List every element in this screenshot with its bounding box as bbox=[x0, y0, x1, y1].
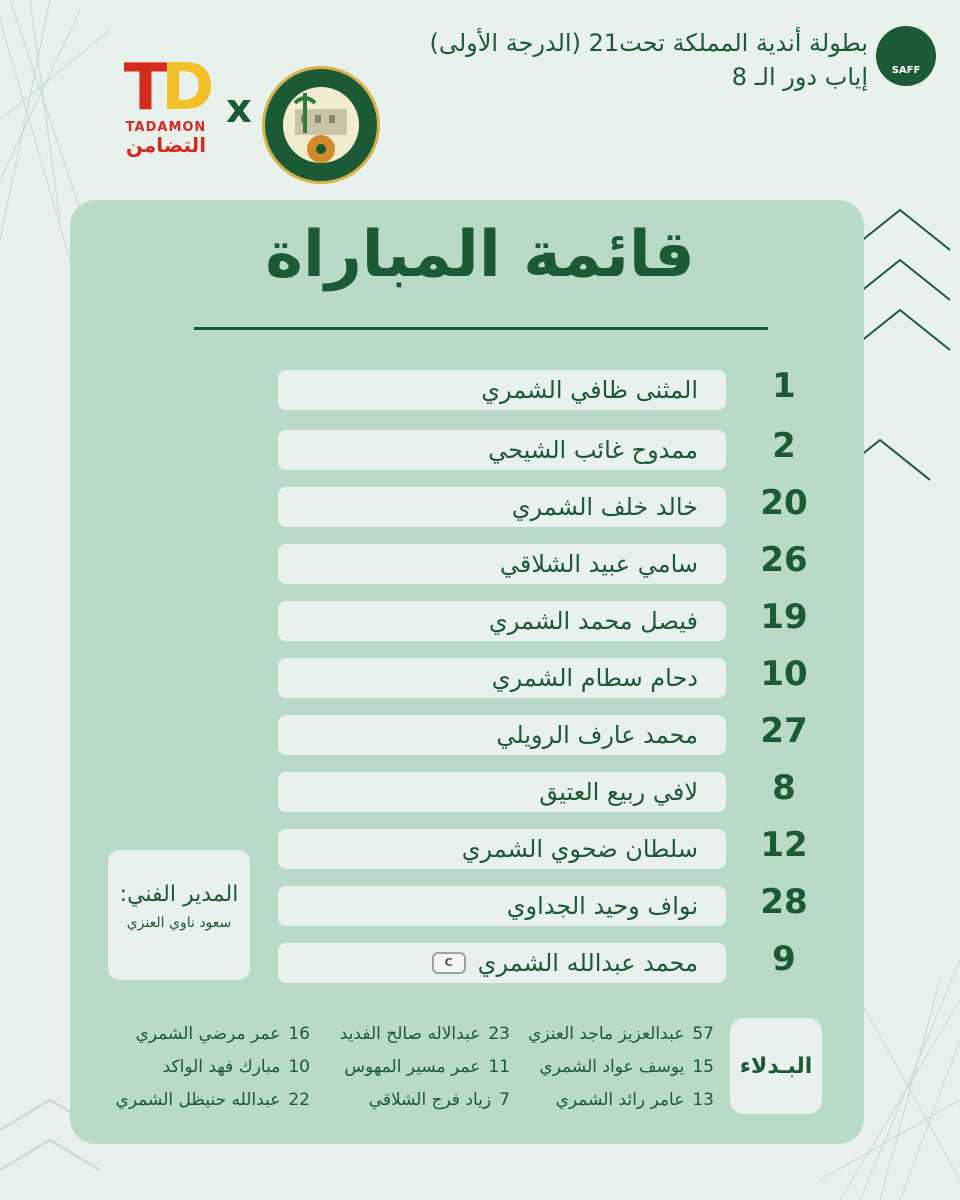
player-number: 19 bbox=[760, 597, 808, 637]
player-name: نواف وحيد الجداوي bbox=[506, 892, 698, 920]
substitute-number: 11 bbox=[488, 1057, 510, 1077]
tadamon-logo bbox=[116, 51, 216, 174]
player-name: لافي ربيع العتيق bbox=[539, 778, 698, 806]
substitute-number: 16 bbox=[288, 1024, 310, 1044]
alrawdah-club-logo bbox=[262, 66, 380, 184]
player-name: محمد عبدالله الشمري bbox=[477, 949, 698, 977]
substitute-item bbox=[116, 1090, 310, 1110]
player-name: المثنى ظافي الشمري bbox=[481, 376, 698, 404]
substitute-number: 7 bbox=[499, 1090, 510, 1110]
coach-box bbox=[108, 850, 250, 980]
substitute-name: عمر مرضي الشمري bbox=[135, 1024, 281, 1044]
player-row bbox=[278, 772, 726, 812]
player-row bbox=[278, 658, 726, 698]
substitute-number: 23 bbox=[488, 1024, 510, 1044]
substitute-number: 10 bbox=[288, 1057, 310, 1077]
substitute-name: عبدالاله صالح الفديد bbox=[339, 1024, 481, 1044]
substitute-name: عبدالله حنيظل الشمري bbox=[115, 1090, 281, 1110]
player-row bbox=[278, 943, 726, 983]
versus-mark: x bbox=[226, 86, 252, 132]
header bbox=[429, 26, 868, 94]
player-number: 28 bbox=[760, 882, 808, 922]
substitute-item bbox=[369, 1090, 510, 1110]
substitute-number: 57 bbox=[692, 1024, 714, 1044]
tadamon-arabic-wordmark: التضامن bbox=[125, 133, 207, 157]
substitute-name: عبدالعزيز ماجد العنزي bbox=[528, 1024, 685, 1044]
player-number: 1 bbox=[772, 366, 796, 406]
player-row bbox=[278, 487, 726, 527]
competition-title: بطولة أندية المملكة تحت21 (الدرجة الأولى) bbox=[429, 29, 868, 57]
player-number: 20 bbox=[760, 483, 808, 523]
player-number: 8 bbox=[772, 768, 796, 808]
title-divider bbox=[194, 327, 768, 330]
player-number: 2 bbox=[772, 426, 796, 466]
player-row bbox=[278, 601, 726, 641]
player-number: 10 bbox=[760, 654, 808, 694]
coach-label: المدير الفني: bbox=[119, 882, 239, 907]
saff-logo-text: SAFF bbox=[891, 65, 921, 76]
substitute-name: يوسف عواد الشمري bbox=[539, 1057, 685, 1077]
substitute-item bbox=[528, 1024, 714, 1044]
substitute-item bbox=[539, 1057, 714, 1077]
player-row bbox=[278, 829, 726, 869]
substitute-item bbox=[556, 1090, 714, 1110]
player-name: فيصل محمد الشمري bbox=[488, 607, 698, 635]
substitute-item bbox=[340, 1024, 510, 1044]
lineup-title: قائمة المباراة bbox=[265, 218, 695, 292]
tadamon-wordmark: TADAMON bbox=[125, 120, 207, 135]
td-monogram: TD bbox=[123, 51, 209, 125]
player-name: ممدوح غائب الشيحي bbox=[488, 436, 698, 464]
substitute-item bbox=[344, 1057, 510, 1077]
substitute-item bbox=[163, 1057, 310, 1077]
player-name: محمد عارف الرويلي bbox=[496, 721, 698, 749]
substitute-number: 22 bbox=[288, 1090, 310, 1110]
coach-name: سعود ناوي العنزي bbox=[126, 915, 232, 931]
player-row bbox=[278, 544, 726, 584]
substitute-name: مبارك فهد الواكد bbox=[162, 1057, 281, 1077]
substitutes-label: البـدلاء bbox=[730, 1018, 822, 1114]
player-number: 12 bbox=[760, 825, 808, 865]
round-title: إياب دور الـ 8 bbox=[731, 63, 868, 91]
player-name: سامي عبيد الشلاقي bbox=[499, 550, 698, 578]
player-row bbox=[278, 886, 726, 926]
substitute-number: 13 bbox=[692, 1090, 714, 1110]
substitute-item bbox=[136, 1024, 310, 1044]
player-number: 26 bbox=[760, 540, 808, 580]
club-crest-icon bbox=[265, 69, 377, 181]
captain-armband-icon: C bbox=[432, 952, 466, 974]
player-number: 27 bbox=[760, 711, 808, 751]
player-row bbox=[278, 370, 726, 410]
player-row bbox=[278, 430, 726, 470]
substitute-name: عمر مسير المهوس bbox=[344, 1057, 481, 1077]
player-number: 9 bbox=[772, 939, 796, 979]
substitute-name: زياد فرج الشلاقي bbox=[368, 1090, 492, 1110]
player-name: خالد خلف الشمري bbox=[511, 493, 698, 521]
player-name: دحام سطام الشمري bbox=[491, 664, 698, 692]
player-row bbox=[278, 715, 726, 755]
substitute-number: 15 bbox=[692, 1057, 714, 1077]
saff-logo bbox=[876, 26, 936, 86]
player-name: سلطان ضحوي الشمري bbox=[461, 835, 698, 863]
substitute-name: عامر رائد الشمري bbox=[555, 1090, 685, 1110]
